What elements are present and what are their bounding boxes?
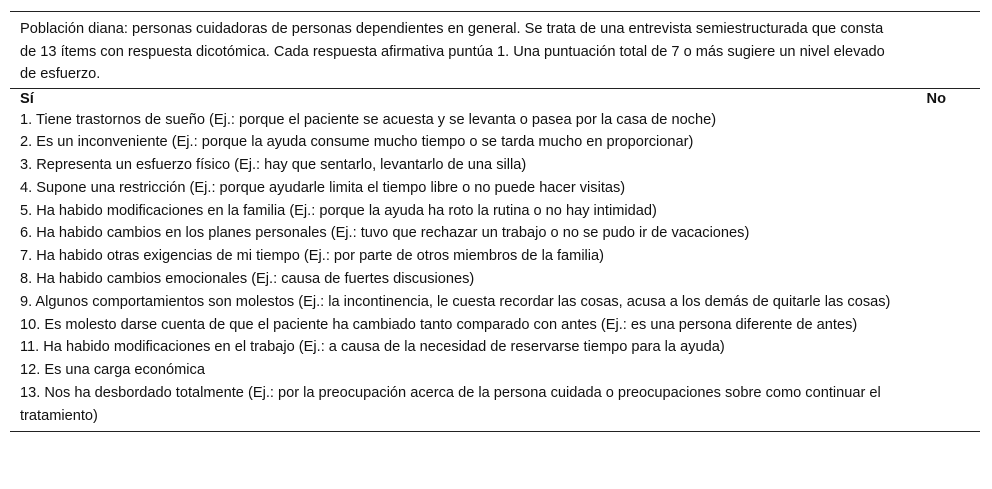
column-header-no: No: [926, 90, 946, 107]
list-item: 10. Es molesto darse cuenta de que el paciente ha cambiado tanto comparado con antes (Ej.: es una persona diferente de antes): [20, 316, 858, 333]
list-item: 9. Algunos comportamientos son molestos (Ej.: la incontinencia, le cuesta recordar las cosas, acusa a los demás de quitarle las cosas): [20, 293, 891, 310]
list-item: 3. Representa un esfuerzo físico (Ej.: hay que sentarlo, levantarlo de una silla): [20, 157, 527, 174]
column-header-yes: Sí: [20, 90, 34, 107]
list-item: 2. Es un inconveniente (Ej.: porque la ayuda consume mucho tiempo o se tarda mucho en proporcionar): [20, 134, 694, 151]
list-item: 6. Ha habido cambios en los planes personales (Ej.: tuvo que rechazar un trabajo o no se pudo ir de vacaciones): [20, 225, 750, 242]
list-item: 8. Ha habido cambios emocionales (Ej.: causa de fuertes discusiones): [20, 271, 475, 288]
list-item: 4. Supone una restricción (Ej.: porque ayudarle limita el tiempo libre o no puede hacer visitas): [20, 179, 626, 196]
list-item: 7. Ha habido otras exigencias de mi tiempo (Ej.: por parte de otros miembros de la familia): [20, 248, 605, 265]
list-item: 11. Ha habido modificaciones en el trabajo (Ej.: a causa de la necesidad de reservarse tiempo para la ayuda): [20, 339, 725, 356]
list-item: 12. Es una carga económica: [20, 362, 205, 379]
intro-text: Población diana: personas cuidadoras de personas dependientes en general. Se trata de una entrevista semiestructurada que consta de 13 ítems con respuesta dicotómica. Cada respuesta afirmativa puntúa 1. Una puntuación total de 7 o más sugiere un nivel elevado de esfuerzo.: [20, 21, 885, 82]
list-item: 1. Tiene trastornos de sueño (Ej.: porque el paciente se acuesta y se levanta o pasea por la casa de noche): [20, 111, 717, 128]
questionnaire-table: [10, 11, 980, 432]
list-item: 5. Ha habido modificaciones en la familia (Ej.: porque la ayuda ha roto la rutina o no hay intimidad): [20, 202, 657, 219]
item-list: [10, 109, 980, 428]
list-item: 13. Nos ha desbordado totalmente (Ej.: por la preocupación acerca de la persona cuidada o preocupaciones sobre como continuar el tratamiento): [20, 385, 881, 424]
column-header-row: [10, 89, 980, 109]
bottom-rule: [10, 431, 980, 432]
